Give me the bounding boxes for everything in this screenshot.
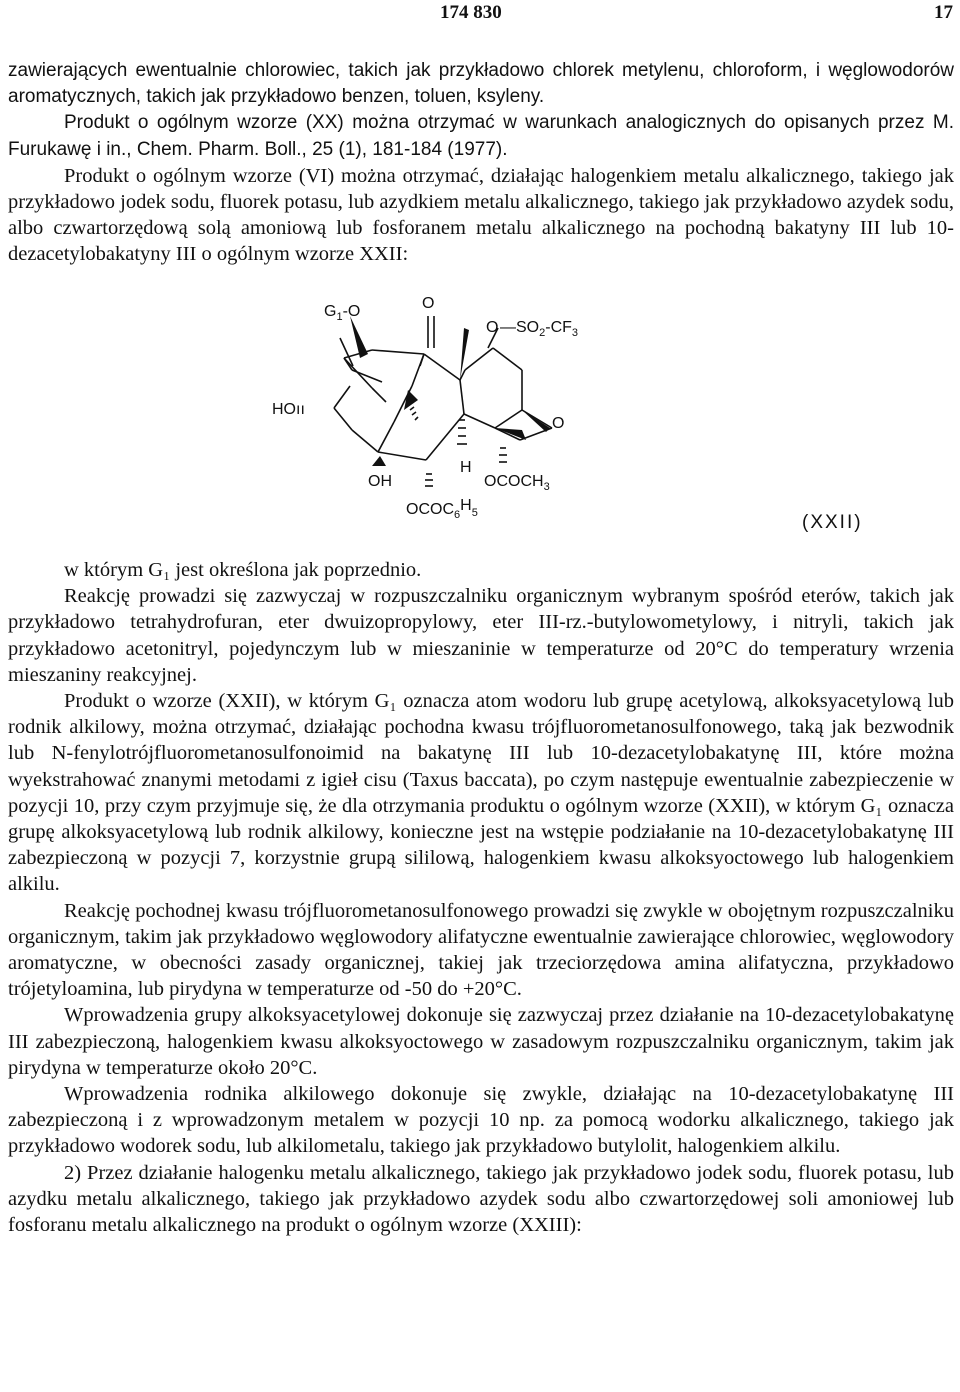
paragraph: zawierających ewentualnie chlorowiec, takich jak przykładowo chlorek metylenu, chloroform, i węglowodorów aromatycznych, takich jak przykładowo benzen, toluen, ksyleny.	[8, 60, 954, 108]
formula-bonds	[334, 316, 552, 460]
paragraph: Reakcję prowadzi się zazwyczaj w rozpuszczalniku organicznym wybranym spośród eterów, takich jak przykładowo tetrahydrofuran, eter dwuizopropylowy, eter III-rz.-butylowometylowy, i nitryli, takich jak przykładowo acetonitryl, pojedynczym lub w mieszaninie w temperaturze od 20°C do temperatury wrzenia mieszaniny reakcyjnej.	[8, 585, 954, 686]
formula-label-h: H	[460, 459, 472, 476]
formula-wedges	[350, 316, 550, 466]
document-number: 174 830	[440, 2, 502, 23]
paragraph: w którym G₁ jest określona jak poprzednio.	[64, 559, 422, 581]
formula-label-ococ6h5: $OCOC_6H_5$	[406, 497, 478, 521]
text-block-top	[8, 58, 954, 268]
paragraph: Wprowadzenia grupy alkoksyacetylowej dokonuje się zazwyczaj przez działanie na 10-dezacetylobakatynę III zabezpieczoną, halogenkiem kwasu alkoksyoctowego w zasadowym rozpuszczalniku organicznym, takim jak pirydyna w temperaturze około 20°C.	[8, 1004, 954, 1079]
paragraph: 2) Przez działanie halogenku metalu alkalicznego, takiego jak przykładowo jodek sodu, fluorek potasu, lub azydku metalu alkalicznego, takiego jak przykładowo azydek sodu albo czwartorzędowej soli amoniowej lub fosforanu metalu alkalicznego na produkt o ogólnym wzorze (XXIII):	[8, 1161, 954, 1237]
text-block-bottom	[8, 557, 954, 1238]
paragraph: Produkt o ogólnym wzorze (XX) można otrzymać w warunkach analogicznych do opisanych przez M. Furukawę i in., Chem. Pharm. Boll., 25 (1), 181-184 (1977).	[8, 112, 954, 160]
formula-label-oh: OH	[368, 473, 392, 490]
paragraph: Produkt o wzorze (XXII), w którym G₁ oznacza atom wodoru lub grupę acetylową, alkoksyacetylową lub rodnik alkilowy, można otrzymać, działając pochodna kwasu trójfluorometanosulfonowego, taką jak bezwodnik lub N-fenylotrójfluorometanosulfonoimid na bakatynę III lub 10-dezacetylobakatynę III, które można wyekstrahować znanymi metodami z igieł cisu (Taxus baccata), po czym następuje ewentualnie zabezpieczenie w pozycji 10, przy czym przyjmuje się, że dla otrzymania produktu o ogólnym wzorze (XXII), w którym G₁ oznacza grupę alkoksyacetylową lub rodnik alkilowy, konieczne jest na wstępie podziałanie na 10-dezacetylobakatynę III zabezpieczoną w pozycji 7, korzystnie grupą sililową, halogenkiem kwasu alkoksyoctowego lub halogenkiem alkilu.	[8, 690, 954, 896]
formula-label-ococh3: $OCOCH_3$	[484, 473, 550, 493]
structural-formula-xxii	[260, 288, 960, 548]
formula-label-ho: HOıı	[272, 401, 305, 418]
paragraph: Wprowadzenia rodnika alkilowego dokonuje się zwykle, działając na 10-dezacetylobakatynę III zabezpieczoną i z wprowadzonym metalem w pozycji 10 np. za pomocą wodorku alkalicznego, takiego jak przykładowo wodorek sodu, lub alkilometalu, takiego jak przykładowo butylolit, halogenkiem alkilu.	[8, 1083, 954, 1158]
formula-label-o-triflate: O	[486, 319, 499, 336]
page-number: 17	[934, 2, 953, 23]
formula-label-o-oxetane: O	[552, 415, 565, 432]
formula-label-so2cf3: $—SO_2-CF_3$	[500, 319, 579, 339]
paragraph: Reakcję pochodnej kwasu trójfluorometanosulfonowego prowadzi się zwykle w obojętnym rozpuszczalniku organicznym, takim jak przykładowo węglowodory alifatyczne ewentualnie zawierające chlorowiec, węglowodory aromatyczne, w obecności zasady organicznej, takiej jak trzeciorzędowa amina alifatyczna, przykładowo trójetyloamina, lub pirydyna w temperaturze od -50 do +20°C.	[8, 899, 954, 1001]
formula-number-label: (XXII)	[802, 512, 863, 533]
paragraph: Produkt o ogólnym wzorze (VI) można otrzymać, działając halogenkiem metalu alkalicznego, takiego jak przykładowo jodek sodu, fluorek potasu, lub azydkiem metalu alkalicznego, takiego jak przykładowo azydek sodu, albo czwartorzędową solą amoniową lub fosforanem metalu alkalicznego na pochodną bakatyny III lub 10-dezacetylobakatyny III o ogólnym wzorze XXII:	[8, 164, 954, 266]
formula-label-g1: $G_1-O$	[324, 303, 361, 323]
formula-label-o-carbonyl: O	[422, 295, 435, 312]
